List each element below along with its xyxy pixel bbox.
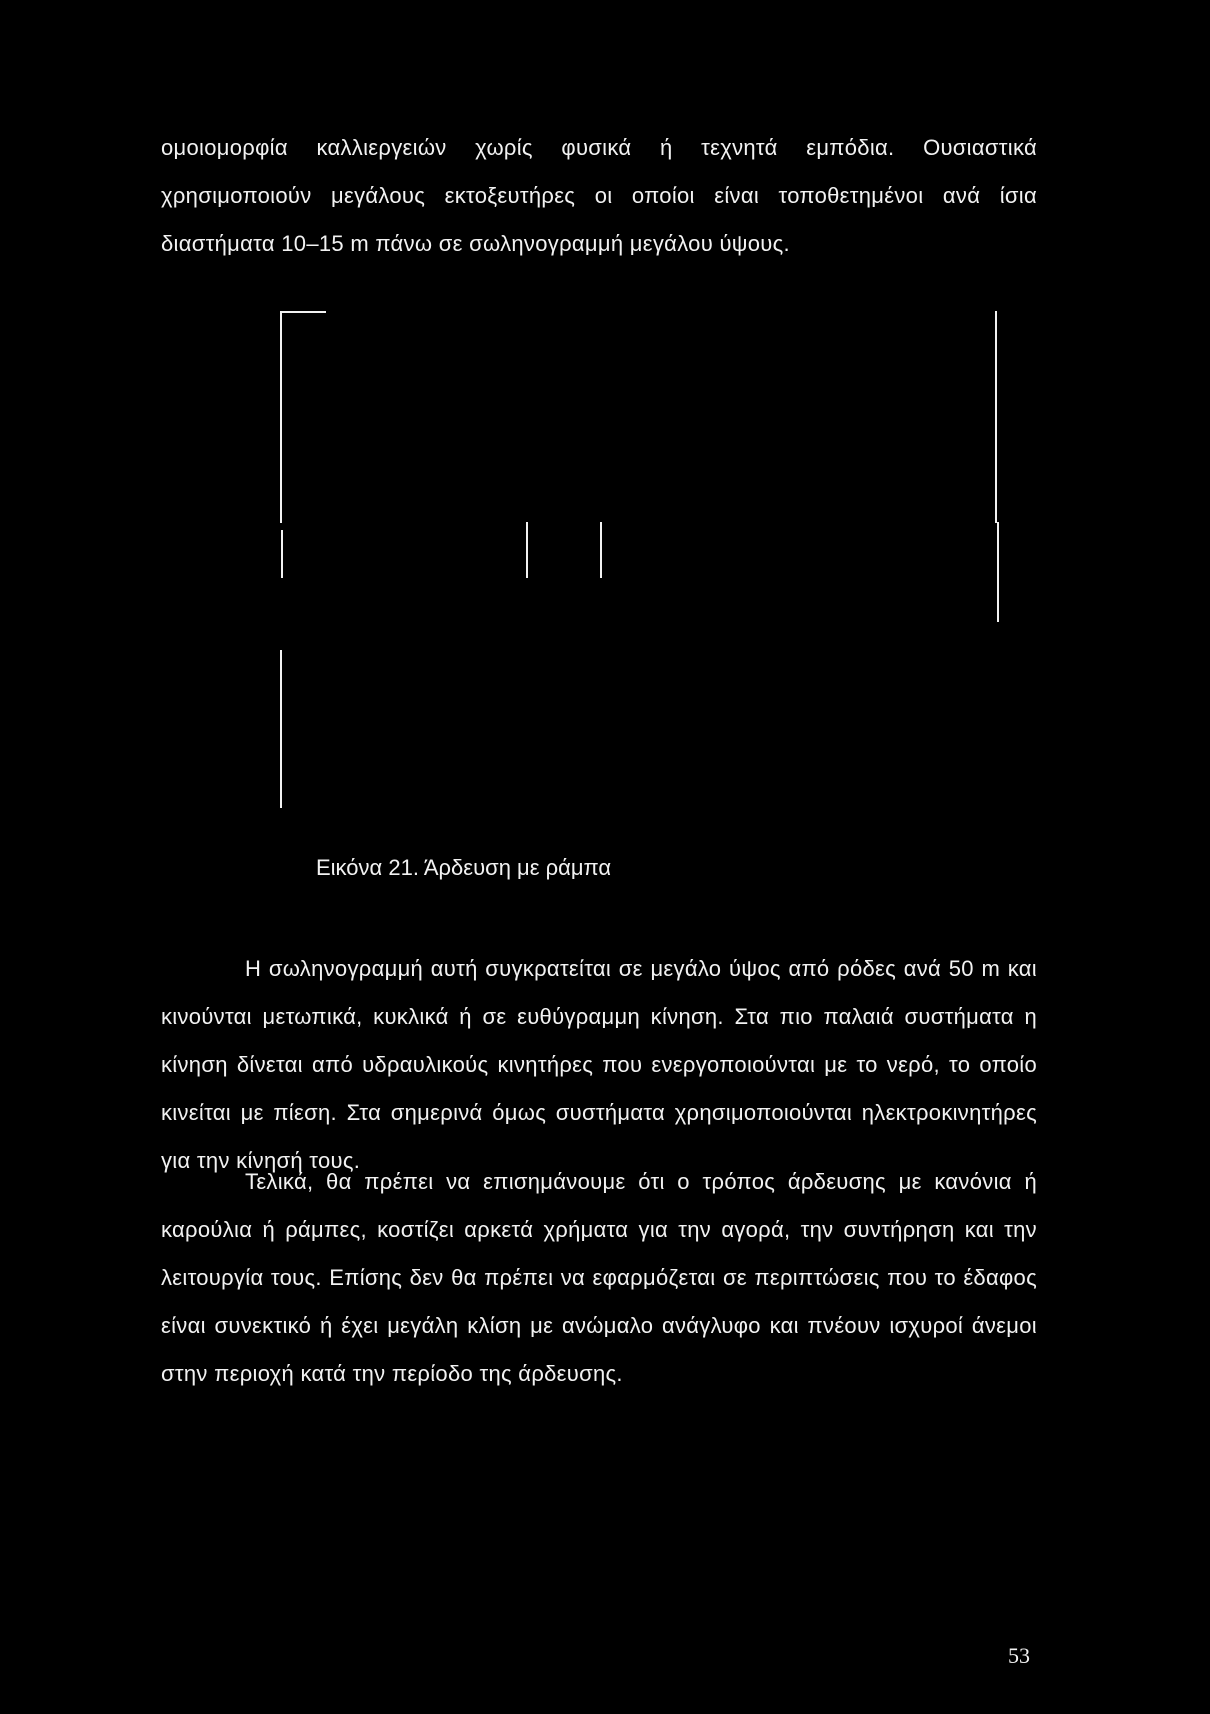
- figure-frame-top-left: [280, 311, 326, 313]
- page-number: 53: [1008, 1643, 1030, 1668]
- paragraph-1: Η σωληνογραμμή αυτή συγκρατείται σε μεγάλο ύψος από ρόδες ανά 50 m και κινούνται μετωπικά, κυκλικά ή σε ευθύγραμμη κίνηση. Στα πιο παλαιά συστήματα η κίνηση δίνεται από υδραυλικούς κινητήρες που ενεργοποιούνται με το νερό, το οποίο κινείται με πίεση. Στα σημερινά όμως συστήματα χρησιμοποιούνται ηλεκτροκινητήρες για την κίνησή τους.: [161, 956, 1037, 1173]
- paragraph-2: Τελικά, θα πρέπει να επισημάνουμε ότι ο τρόπος άρδευσης με κανόνια ή καρούλια ή ράμπες, κοστίζει αρκετά χρήματα για την αγορά, την συντήρηση και την λειτουργία τους. Επίσης δεν θα πρέπει να εφαρμόζεται σε περιπτώσεις που το έδαφος είναι συνεκτικό ή έχει μεγάλη κλίση με ανώμαλο ανάγλυφο και πνέουν ισχυροί άνεμοι στην περιοχή κατά την περίοδο της άρδευσης.: [161, 1169, 1037, 1386]
- figure-frame-left-lower: [280, 650, 282, 808]
- figure-frame-middle-right: [600, 522, 602, 578]
- figure-frame-right-upper: [995, 311, 997, 523]
- figure-frame-left-upper: [280, 311, 282, 523]
- figure-caption: Εικόνα 21. Άρδευση με ράμπα: [316, 855, 612, 880]
- figure-frame-middle-left: [526, 522, 528, 578]
- figure-frame-left-mark: [281, 530, 283, 578]
- figure-frame-right-lower: [997, 522, 999, 622]
- body-text-continued: ομοιομορφία καλλιεργειών χωρίς φυσικά ή τεχνητά εμπόδια. Ουσιαστικά χρησιμοποιούν μεγάλους εκτοξευτήρες οι οποίοι είναι τοποθετημένοι ανά ίσια διαστήματα 10–15 m πάνω σε σωληνογραμμή μεγάλου ύψους.: [161, 135, 1037, 256]
